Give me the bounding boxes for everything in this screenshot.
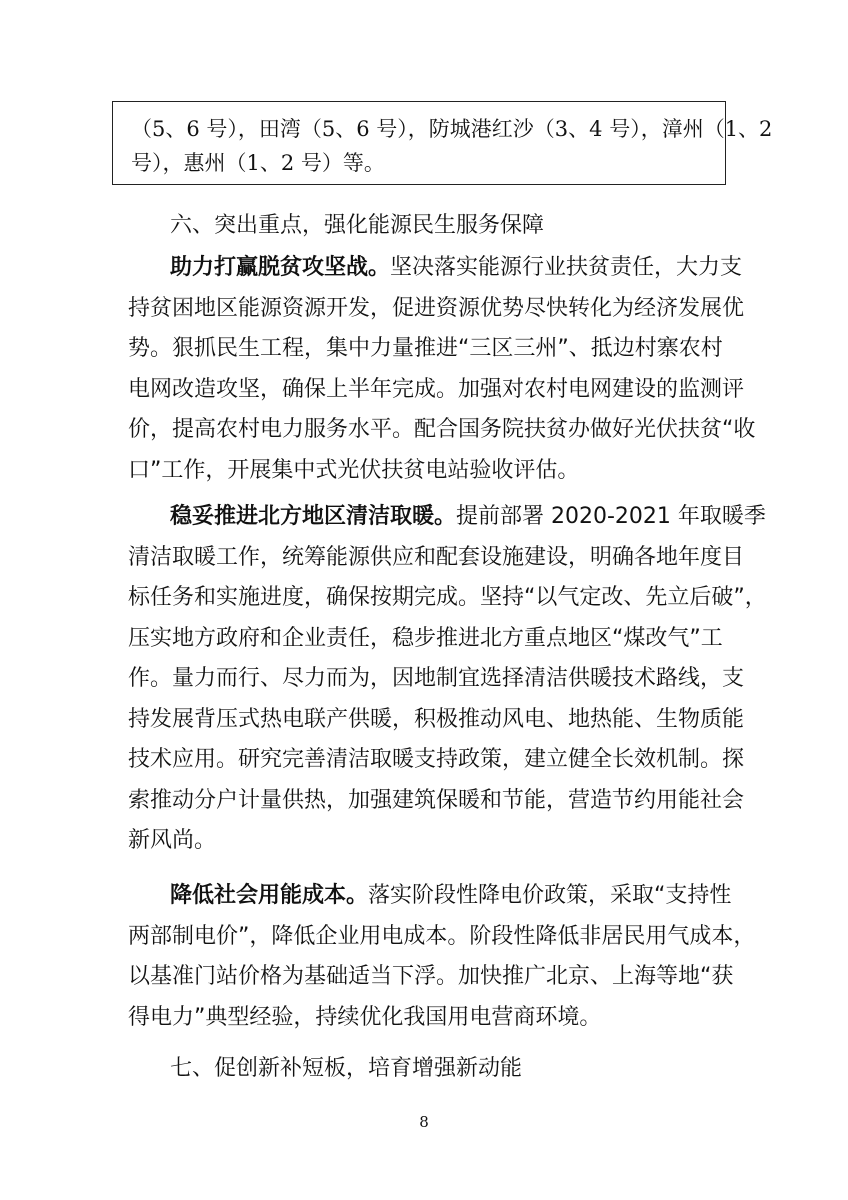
paragraph-line: 持发展背压式热电联产供暖，积极推动风电、地热能、生物质能: [128, 706, 745, 732]
paragraph-line: 压实地方政府和企业责任，稳步推进北方重点地区“煤改气”工: [128, 625, 723, 651]
boxed-continuation-text: [112, 101, 773, 185]
paragraph-clean-heating: [128, 497, 767, 862]
paragraph-poverty-alleviation: [128, 248, 756, 491]
paragraph-first-line: [128, 876, 732, 917]
paragraph-energy-cost: [128, 876, 756, 1038]
page-number: 8: [419, 1113, 429, 1131]
paragraph-line: 电网改造攻坚，确保上半年完成。加强对农村电网建设的监测评: [128, 376, 745, 402]
paragraph-lead: 降低社会用能成本。: [170, 883, 369, 908]
paragraph-line: 势。狠抓民生工程，集中力量推进“三区三州”、抵边村寨农村: [128, 336, 723, 361]
paragraph-text: 提前部署 2020-2021 年取暖季: [456, 504, 766, 529]
paragraph-first-line: [128, 248, 743, 289]
paragraph-lead: 助力打赢脱贫攻坚战。: [170, 255, 391, 280]
paragraph-lead: 稳妥推进北方地区清洁取暖。: [170, 504, 457, 529]
paragraph-line: 两部制电价”，降低企业用电成本。阶段性降低非居民用气成本，: [128, 923, 756, 949]
paragraph-line: 以基准门站价格为基础适当下浮。加快推广北京、上海等地“获: [128, 964, 734, 989]
paragraph-line: 作。量力而行、尽力而为，因地制宜选择清洁供暖技术路线，支: [128, 666, 745, 691]
paragraph-line: 索推动分户计量供热，加强建筑保暖和节能，营造节约用能社会: [128, 787, 745, 813]
section-heading-6: 六、突出重点，强化能源民生服务保障: [170, 213, 545, 238]
box-line: （5、6 号），田湾（5、6 号），防城港红沙（3、4 号），漳州（1、2: [131, 117, 773, 141]
section-heading-7: 七、促创新补短板，培育增强新动能: [170, 1056, 523, 1081]
paragraph-text: 坚决落实能源行业扶贫责任，大力支: [390, 255, 743, 280]
paragraph-line: 清洁取暖工作，统筹能源供应和配套设施建设，明确各地年度目: [128, 544, 745, 570]
paragraph-text: 落实阶段性降电价政策，采取“支持性: [368, 883, 732, 908]
paragraph-line: 价，提高农村电力服务水平。配合国务院扶贫办做好光伏扶贫“收: [128, 417, 756, 442]
paragraph-first-line: [128, 497, 766, 538]
paragraph-line: 标任务和实施进度，确保按期完成。坚持“以气定改、先立后破”，: [128, 585, 767, 610]
paragraph-line: 新风尚。: [128, 828, 217, 853]
paragraph-line: 持贫困地区能源资源开发，促进资源优势尽快转化为经济发展优: [128, 295, 745, 321]
box-line: 号），惠州（1、2 号）等。: [131, 151, 385, 175]
paragraph-line: 得电力”典型经验，持续优化我国用电营商环境。: [128, 1004, 602, 1030]
paragraph-line: 口”工作，开展集中式光伏扶贫电站验收评估。: [128, 457, 580, 483]
paragraph-line: 技术应用。研究完善清洁取暖支持政策，建立健全长效机制。探: [128, 747, 745, 772]
